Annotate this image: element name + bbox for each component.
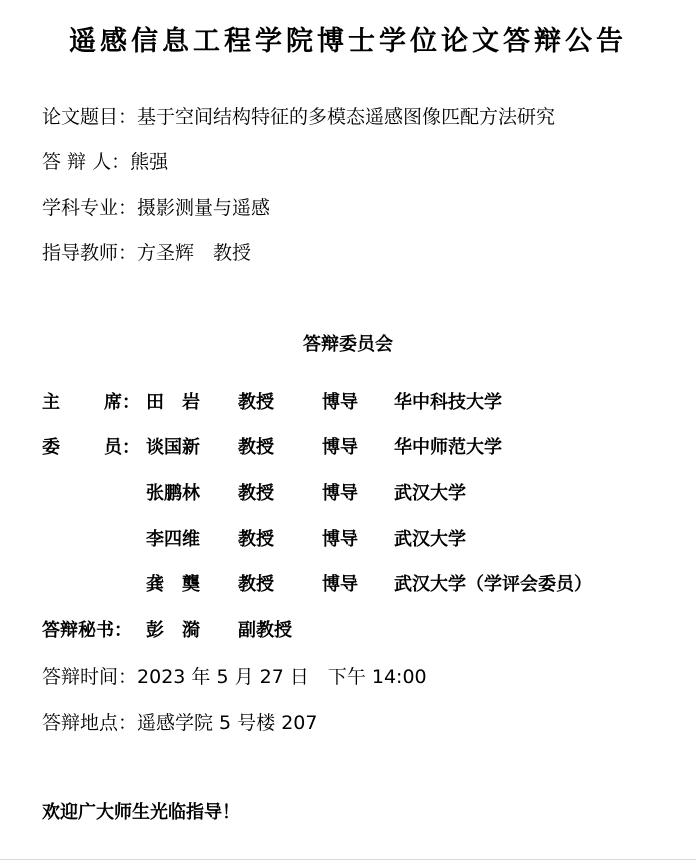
page-title: 遥感信息工程学院博士学位论文答辩公告 xyxy=(69,26,627,57)
chair-rank: 教授 xyxy=(238,392,274,413)
member-name: 张鹏林 xyxy=(146,483,200,504)
member-degree: 博导 xyxy=(322,483,358,504)
secretary-role-label: 答辩秘书： xyxy=(42,620,132,641)
major-label: 学科专业： xyxy=(42,197,138,219)
thesis-title-value: 基于空间结构特征的多模态遥感图像匹配方法研究 xyxy=(137,106,556,128)
member-rank: 教授 xyxy=(238,529,274,550)
chair-role-label-1: 主 xyxy=(42,392,60,413)
member-degree: 博导 xyxy=(322,529,358,550)
defender-line xyxy=(42,149,168,175)
member-rank: 教授 xyxy=(238,483,274,504)
secretary-name: 彭 漪 xyxy=(146,620,200,641)
defense-place-label: 答辩地点： xyxy=(42,712,138,734)
defender-value: 熊强 xyxy=(130,151,169,173)
member-org: 华中师范大学 xyxy=(394,437,502,458)
member-org: 武汉大学（学评会委员） xyxy=(394,574,592,595)
major-line xyxy=(42,195,270,221)
thesis-title-line xyxy=(42,104,555,130)
advisor-label: 指导教师： xyxy=(42,242,138,264)
chair-name: 田 岩 xyxy=(146,392,200,413)
member-rank: 教授 xyxy=(238,437,274,458)
page-bottom-divider xyxy=(0,859,696,860)
chair-org: 华中科技大学 xyxy=(394,392,502,413)
thesis-title-label: 论文题目： xyxy=(42,106,138,128)
defense-time-label: 答辩时间： xyxy=(42,666,138,688)
member-org: 武汉大学 xyxy=(394,529,466,550)
member-role-label-1: 委 xyxy=(42,437,60,458)
defense-time-line xyxy=(42,664,427,690)
committee-title: 答辩委员会 xyxy=(303,334,393,355)
member-name: 龚 龑 xyxy=(146,574,200,595)
major-value: 摄影测量与遥感 xyxy=(137,197,271,219)
member-name: 李四维 xyxy=(146,529,200,550)
member-role-label-2: 员： xyxy=(104,437,140,458)
advisor-line xyxy=(42,240,251,266)
defender-label: 答 辩 人： xyxy=(42,151,131,173)
member-degree: 博导 xyxy=(322,574,358,595)
member-name: 谈国新 xyxy=(146,437,200,458)
defense-place-line xyxy=(42,710,318,736)
chair-degree: 博导 xyxy=(322,392,358,413)
defense-time-value: 2023 年 5 月 27 日 下午 14:00 xyxy=(137,666,427,688)
advisor-value: 方圣辉 教授 xyxy=(137,242,252,264)
closing-note: 欢迎广大师生光临指导！ xyxy=(42,802,240,823)
chair-role-label-2: 席： xyxy=(104,392,140,413)
member-rank: 教授 xyxy=(238,574,274,595)
member-org: 武汉大学 xyxy=(394,483,466,504)
secretary-rank: 副教授 xyxy=(238,620,292,641)
member-degree: 博导 xyxy=(322,437,358,458)
defense-place-value: 遥感学院 5 号楼 207 xyxy=(137,712,318,734)
